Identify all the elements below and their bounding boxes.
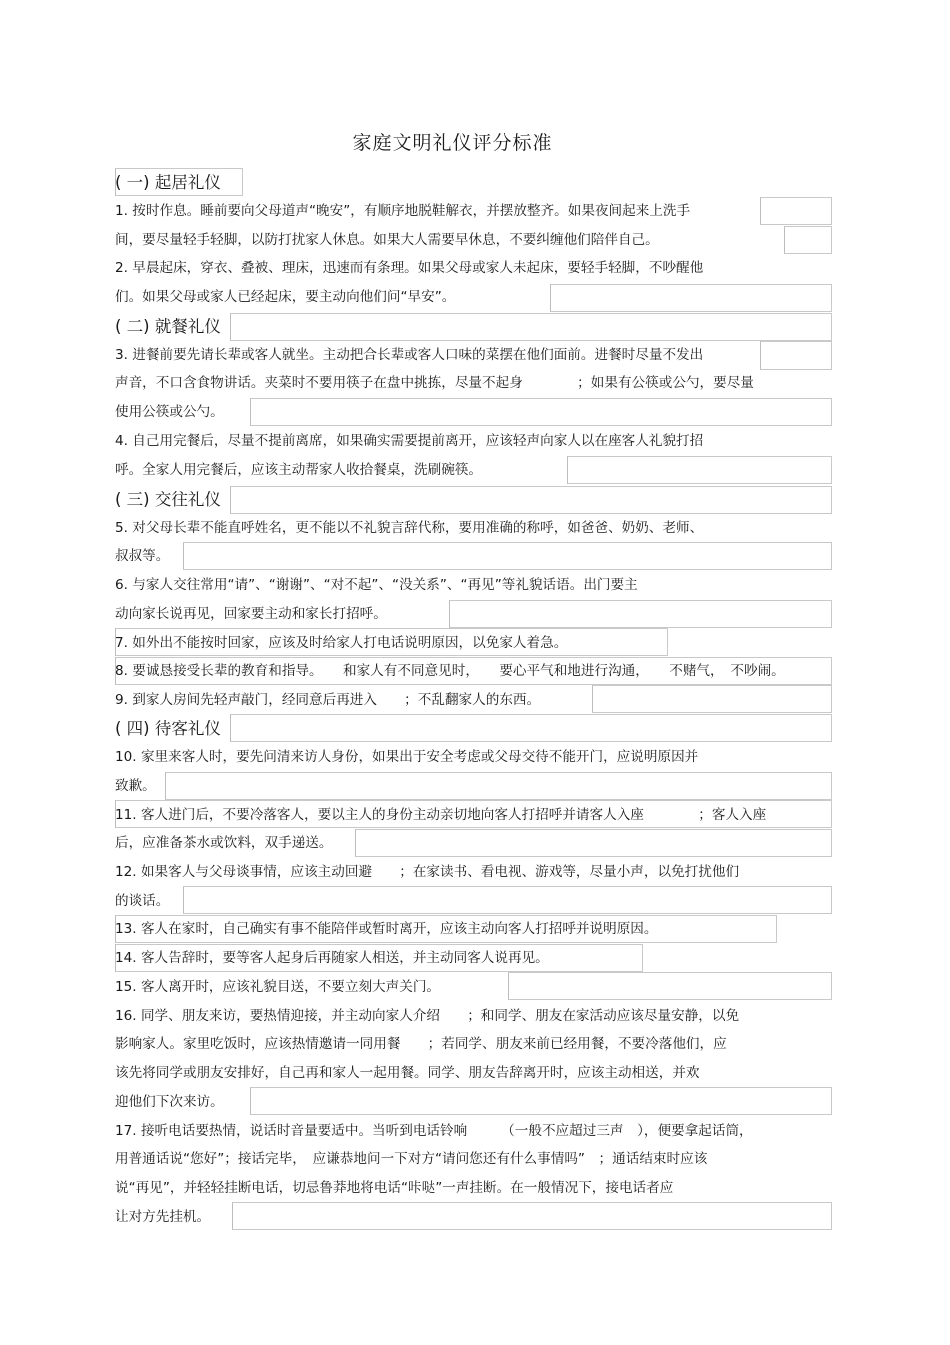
- scan-box: [355, 829, 832, 857]
- text-line: 9. 到家人房间先轻声敲门，经同意后再进入 ；不乱翻家人的东西。: [115, 692, 541, 708]
- scan-box: [508, 972, 832, 1000]
- scan-box: [165, 772, 832, 800]
- text-line: 的谈话。: [115, 893, 170, 909]
- scan-box: [232, 1202, 832, 1230]
- text-line: 1. 按时作息。睡前要向父母道声“晚安”，有顺序地脱鞋解衣，并摆放整齐。如果夜间起来上洗手: [115, 203, 691, 219]
- text-line: 用普通话说“您好”；接话完毕， 应谦恭地问一下对方“请问您还有什么事情吗” ；通话结束时应该: [115, 1151, 708, 1167]
- scan-box: [183, 542, 832, 570]
- scan-box: [760, 197, 832, 225]
- page-title: 家庭文明礼仪评分标准: [352, 132, 553, 154]
- scan-box: [230, 486, 832, 514]
- scan-box: [230, 313, 832, 341]
- text-line: 4. 自己用完餐后，尽量不提前离席，如果确实需要提前离开，应该轻声向家人以在座客人礼貌打招: [115, 433, 704, 449]
- text-line: 致歉。: [115, 778, 156, 794]
- text-line: 影响家人。家里吃饭时，应该热情邀请一同用餐 ；若同学、朋友来前已经用餐，不要冷落他们，应: [115, 1036, 727, 1052]
- text-line: 15. 客人离开时，应该礼貌目送，不要立刻大声关门。: [115, 979, 441, 995]
- section-heading: ( 三) 交往礼仪: [115, 490, 221, 509]
- text-line: 10. 家里来客人时，要先问清来访人身份，如果出于安全考虑或父母交待不能开门，应说明原因并: [115, 749, 699, 765]
- section-heading: ( 二) 就餐礼仪: [115, 317, 221, 336]
- section-heading: ( 四) 待客礼仪: [115, 719, 221, 738]
- text-line: 后，应准备茶水或饮料，双手递送。: [115, 835, 333, 851]
- text-line: 16. 同学、朋友来访，要热情迎接，并主动向家人介绍 ；和同学、朋友在家活动应该尽量安静，以免: [115, 1008, 740, 1024]
- text-line: 间，要尽量轻手轻脚，以防打扰家人休息。如果大人需要早休息，不要纠缠他们陪伴自己。: [115, 232, 659, 248]
- scan-box: [550, 284, 832, 312]
- scan-box: [567, 456, 832, 484]
- text-line: 叔叔等。: [115, 548, 170, 564]
- scan-box: [760, 341, 832, 370]
- text-line: 8. 要诚恳接受长辈的教育和指导。 和家人有不同意见时， 要心平气和地进行沟通， 不赌气， 不吵闹。: [115, 663, 785, 679]
- text-line: 6. 与家人交往常用“请”、“谢谢”、“对不起”、“没关系”、“再见”等礼貌话语。出门要主: [115, 577, 638, 593]
- scan-box: [592, 685, 832, 713]
- text-line: 说“再见”，并轻轻挂断电话，切忌鲁莽地将电话“咔哒”一声挂断。在一般情况下，接电话者应: [115, 1180, 674, 1196]
- scan-box: [250, 1087, 832, 1115]
- text-line: 7. 如外出不能按时回家，应该及时给家人打电话说明原因，以免家人着急。: [115, 635, 568, 651]
- scan-box: [183, 886, 832, 914]
- text-line: 呼。全家人用完餐后，应该主动帮家人收拾餐桌，洗刷碗筷。: [115, 462, 483, 478]
- text-line: 声音，不口含食物讲话。夹菜时不要用筷子在盘中挑拣，尽量不起身 ；如果有公筷或公勺，要尽量: [115, 375, 754, 391]
- text-line: 13. 客人在家时，自己确实有事不能陪伴或暂时离开，应该主动向客人打招呼并说明原因。: [115, 921, 658, 937]
- text-line: 让对方先挂机。: [115, 1209, 211, 1225]
- text-line: 3. 进餐前要先请长辈或客人就坐。主动把合长辈或客人口味的菜摆在他们面前。进餐时尽量不发出: [115, 347, 704, 363]
- text-line: 们。如果父母或家人已经起床，要主动向他们问“早安”。: [115, 289, 456, 305]
- text-line: 2. 早晨起床，穿衣、叠被、理床，迅速而有条理。如果父母或家人未起床，要轻手轻脚，不吵醒他: [115, 260, 704, 276]
- text-line: 17. 接听电话要热情，说话时音量要适中。当听到电话铃响 （一般不应超过三声 ），便要拿起话筒，: [115, 1123, 753, 1139]
- scan-box: [449, 600, 832, 628]
- scan-box: [250, 398, 832, 426]
- text-line: 12. 如果客人与父母谈事情，应该主动回避 ；在家读书、看电视、游戏等，尽量小声，以免打扰他们: [115, 864, 740, 880]
- text-line: 迎他们下次来访。: [115, 1094, 224, 1110]
- text-line: 该先将同学或朋友安排好，自己再和家人一起用餐。同学、朋友告辞离开时，应该主动相送，并欢: [115, 1065, 700, 1081]
- scan-box: [784, 226, 832, 254]
- section-heading: ( 一) 起居礼仪: [115, 173, 221, 192]
- text-line: 11. 客人进门后，不要冷落客人，要以主人的身份主动亲切地向客人打招呼并请客人入座 ；客人入座: [115, 807, 767, 823]
- text-line: 14. 客人告辞时，要等客人起身后再随家人相送，并主动同客人说再见。: [115, 950, 549, 966]
- text-line: 使用公筷或公勺。: [115, 404, 224, 420]
- scan-box: [230, 714, 832, 742]
- text-line: 5. 对父母长辈不能直呼姓名，更不能以不礼貌言辞代称，要用准确的称呼，如爸爸、奶奶、老师、: [115, 520, 704, 536]
- text-line: 动向家长说再见，回家要主动和家长打招呼。: [115, 606, 387, 622]
